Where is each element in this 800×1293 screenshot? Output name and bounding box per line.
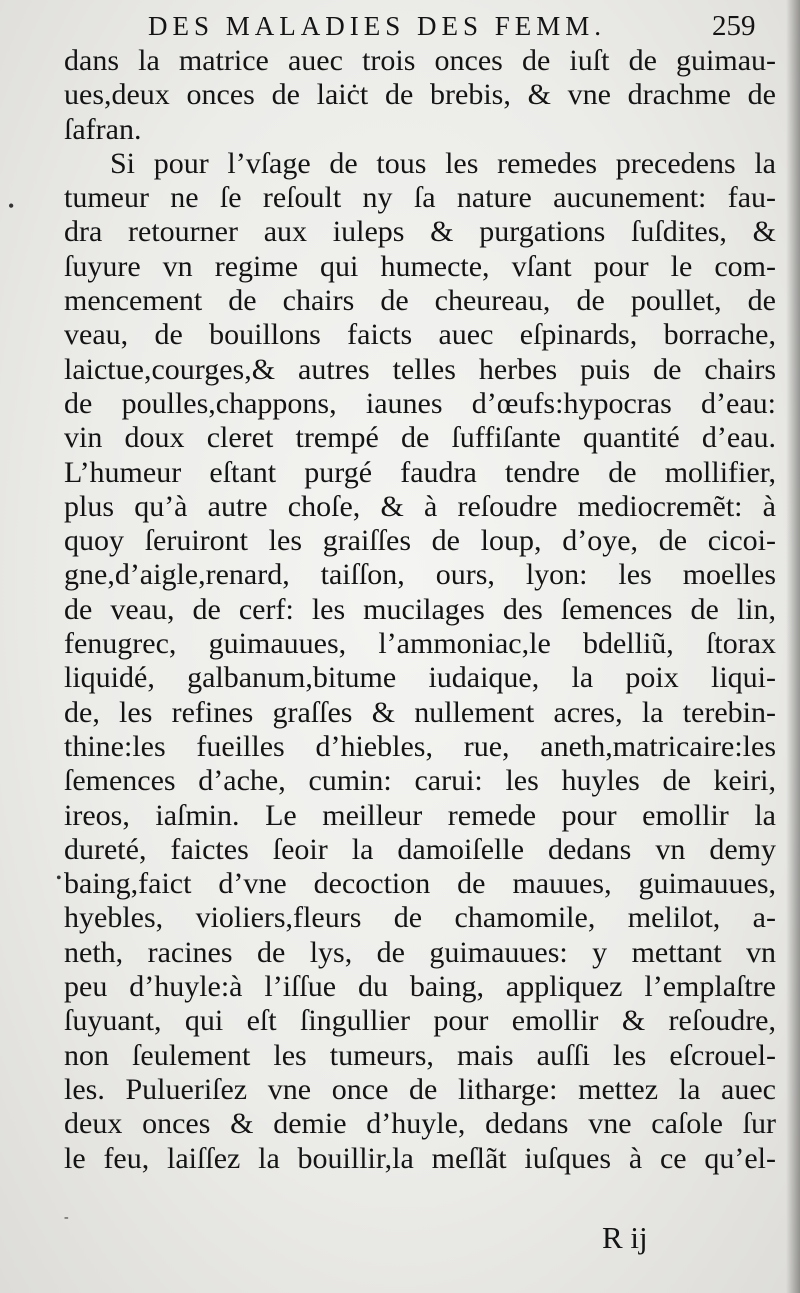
text-line: peu d’huyle:à l’iſſue du baing, appliquez l’emplaſtre <box>64 970 776 1004</box>
paragraph-start-line: Si pour l’vſage de tous les remedes precedens la <box>110 146 776 180</box>
margin-speck-icon: • <box>56 870 62 887</box>
text-line: neth, racines de lys, de guimauues: y mettant vn <box>64 935 776 969</box>
text-line: non ſeulement les tumeurs, mais auſſi les eſcrouel- <box>64 1038 776 1072</box>
text-line: quoy ſeruiront les graiſſes de loup, d’oye, de cicoi- <box>64 524 776 558</box>
text-line: dans la matrice auec trois onces de iuſt de guimau- <box>64 44 776 77</box>
text-line: gne,d’aigle,renard, taiſſon, ours, lyon: les moelles <box>64 558 776 592</box>
text-line: L’humeur eſtant purgé faudra tendre de mollifier, <box>64 455 776 489</box>
margin-speck-icon: - <box>64 1210 69 1225</box>
body-text <box>64 44 776 1176</box>
text-line: de poulles,chappons, iaunes d’œufs:hypocras d’eau: <box>64 386 776 420</box>
text-line: plus qu’à autre choſe, & à reſoudre mediocremẽt: à <box>64 489 776 523</box>
running-head: DES MALADIES DES FEMM. <box>148 11 607 41</box>
text-line: ſafran. <box>64 112 142 146</box>
margin-speck-icon: • <box>8 196 15 216</box>
text-line: dureté, faictes ſeoir la damoiſelle dedans vn demy <box>64 832 776 866</box>
signature-mark: R ij <box>602 1220 648 1255</box>
page-gutter-shadow <box>786 0 800 1293</box>
text-line: le feu, laiſſez la bouillir,la meſlãt iuſques à ce qu’el- <box>64 1141 776 1175</box>
text-line: veau, de bouillons faicts auec eſpinards, borrache, <box>64 318 776 352</box>
text-line: mencement de chairs de cheureau, de poullet, de <box>64 284 776 318</box>
text-line: ues,deux onces de laiċt de brebis, & vne drachme de <box>64 78 776 112</box>
text-line: laictue,courges,& autres telles herbes puis de chairs <box>64 352 776 386</box>
text-line: hyebles, violiers,fleurs de chamomile, melilot, a- <box>64 901 776 935</box>
text-line: de veau, de cerf: les mucilages des ſemences de lin, <box>64 592 776 626</box>
text-line: deux onces & demie d’huyle, dedans vne caſole ſur <box>64 1107 776 1141</box>
text-line: fenugrec, guimauues, l’ammoniac,le bdelliũ, ſtorax <box>64 627 776 661</box>
text-line: ireos, iaſmin. Le meilleur remede pour emollir la <box>64 798 776 832</box>
page-number: 259 <box>712 10 756 42</box>
text-line: thine:les fueilles d’hiebles, rue, aneth,matricaire:les <box>64 729 776 763</box>
text-line: les. Pulueriſez vne once de litharge: mettez la auec <box>64 1072 776 1106</box>
text-line: dra retourner aux iuleps & purgations ſuſdites, & <box>64 215 776 249</box>
text-line: baing,faict d’vne decoction de mauues, guimauues, <box>64 867 776 901</box>
text-line: liquidé, galbanum,bitume iudaique, la poix liqui- <box>64 661 776 695</box>
text-line: vin doux cleret trempé de ſuffiſante quantité d’eau. <box>64 421 776 455</box>
text-line: ſuyuant, qui eſt ſingullier pour emollir & reſoudre, <box>64 1004 776 1038</box>
text-line: tumeur ne ſe reſoult ny ſa nature aucunement: fau- <box>64 181 776 215</box>
text-line: ſuyure vn regime qui humecte, vſant pour le com- <box>64 249 776 283</box>
text-line: de, les refines graſſes & nullement acres, la terebin- <box>64 695 776 729</box>
text-line: ſemences d’ache, cumin: carui: les huyles de keiri, <box>64 764 776 798</box>
